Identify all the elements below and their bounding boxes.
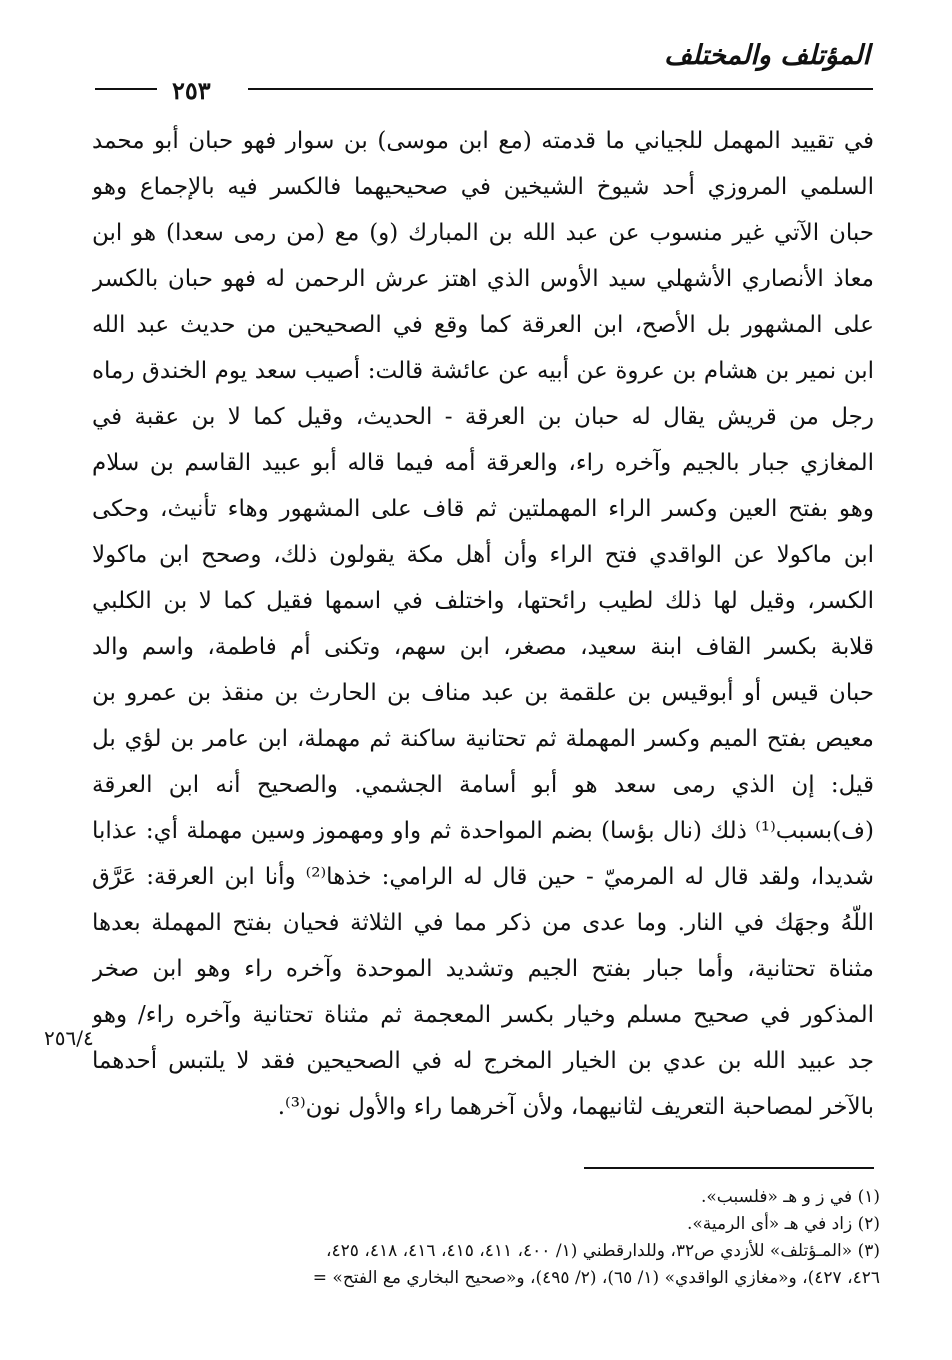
text-line: رجل من قريش يقال له حبان بن العرقة - الحديث، وقيل كما لا بن عقبة في	[92, 404, 874, 430]
header-rule-left	[95, 88, 157, 90]
margin-reference: ٢٥٦/٤	[44, 1026, 94, 1050]
text-line: المغازي جبار بالجيم وآخره راء، والعرقة أمه فيما قاله أبو عبيد القاسم بن سلام	[92, 450, 874, 476]
text-line: ابن نمير بن هشام بن عروة عن أبيه عن عائشة قالت: أصيب سعد يوم الخندق رماه	[92, 358, 874, 384]
text-line: معيص بفتح الميم وكسر المهملة ثم تحتانية ساكنة ثم مهملة، ابن عامر بن لؤي بل	[92, 726, 874, 752]
text-line: حبان الآتي غير منسوب عن عبد الله بن المبارك (و) مع (من رمى سعدا) هو ابن	[92, 220, 874, 246]
text-line: وهو بفتح العين وكسر الراء المهملتين ثم قاف على المشهور وهاء تأنيث، وحكى	[92, 496, 874, 522]
running-head: المؤتلف والمختلف	[664, 40, 870, 71]
text-line: قيل: إن الذي رمى سعد هو أبو أسامة الجشمي. والصحيح أنه ابن العرقة	[92, 772, 874, 798]
footnote: (٢) زاد في هـ «أى الرمية».	[686, 1214, 880, 1234]
body-text	[92, 118, 874, 1130]
text-line: على المشهور بل الأصح، ابن العرقة كما وقع في الصحيحين من حديث عبد الله	[92, 312, 874, 338]
text-line: المذكور في صحيح مسلم وخيار بكسر المعجمة ثم مثناة تحتانية وآخره راء/ وهو	[92, 1002, 874, 1028]
text-line: جد عبيد الله بن عدي بن الخيار المخرج له في الصحيحين فقد لا يلتبس أحدهما	[92, 1048, 874, 1074]
text-line: السلمي المروزي أحد شيوخ الشيخين في صحيحيهما فالكسر فيه بالإجماع وهو	[92, 174, 874, 200]
text-line: بالآخر لمصاحبة التعريف لثانيهما، ولأن آخرهما راء والأول نون⁽³⁾.	[277, 1094, 874, 1120]
text-line: معاذ الأنصاري الأشهلي سيد الأوس الذي اهتز عرش الرحمن له فهو حبان بالكسر	[92, 266, 874, 292]
text-line: مثناة تحتانية، وأما جبار بفتح الجيم وتشديد الموحدة وآخره راء وهو ابن صخر	[92, 956, 874, 982]
footnote-continuation: ٤٢٦، ٤٢٧)، و«مغازي الواقدي» (١/ ٦٥)، (٢/ ٤٩٥)، و«صحيح البخاري مع الفتح» =	[312, 1268, 880, 1288]
header-rule-right	[248, 88, 873, 90]
footnotes	[104, 1184, 880, 1292]
text-line: قلابة بكسر القاف ابنة سعيد، مصغر، ابن سهم، وتكنى أم فاطمة، واسم والد	[92, 634, 874, 660]
text-line: حبان قيس أو أبوقيس بن علقمة بن عبد مناف بن الحارث بن منقذ بن عمرو بن	[92, 680, 874, 706]
footnote-separator	[584, 1167, 874, 1169]
text-line: ابن ماكولا عن الواقدي فتح الراء وأن أهل مكة يقولون ذلك، وصحح ابن ماكولا	[92, 542, 874, 568]
text-line: الكسر، وقيل لها ذلك لطيب رائحتها، واختلف في اسمها فقيل كما لا بن الكلبي	[92, 588, 874, 614]
text-line: (ف)بسبب⁽¹⁾ ذلك (نال بؤسا) بضم المواحدة ثم واو ومهموز وسين مهملة أي: عذابا	[92, 818, 874, 844]
text-line: في تقييد المهمل للجياني ما قدمته (مع ابن موسى) بن سوار فهو حبان أبو محمد	[92, 128, 874, 154]
text-line: شديدا، ولقد قال له المرميّ - حين قال له الرامي: خذها⁽²⁾ وأنا ابن العرقة: عَرَّق	[92, 864, 874, 890]
footnote: (٣) «المـؤتلف» للأزدي ص٣٢، وللدارقطني (١/ ٤٠٠، ٤١١، ٤١٥، ٤١٦، ٤١٨، ٤٢٥،	[326, 1241, 880, 1261]
text-line: اللّهُ وجهَك في النار. وما عدى من ذكر مما في الثلاثة فحيان بفتح المهملة بعدها	[92, 910, 874, 936]
header-rule	[95, 78, 873, 100]
page-number: ٢٥٣	[172, 76, 211, 105]
footnote: (١) في ز و هـ «فلسبب».	[700, 1187, 880, 1207]
